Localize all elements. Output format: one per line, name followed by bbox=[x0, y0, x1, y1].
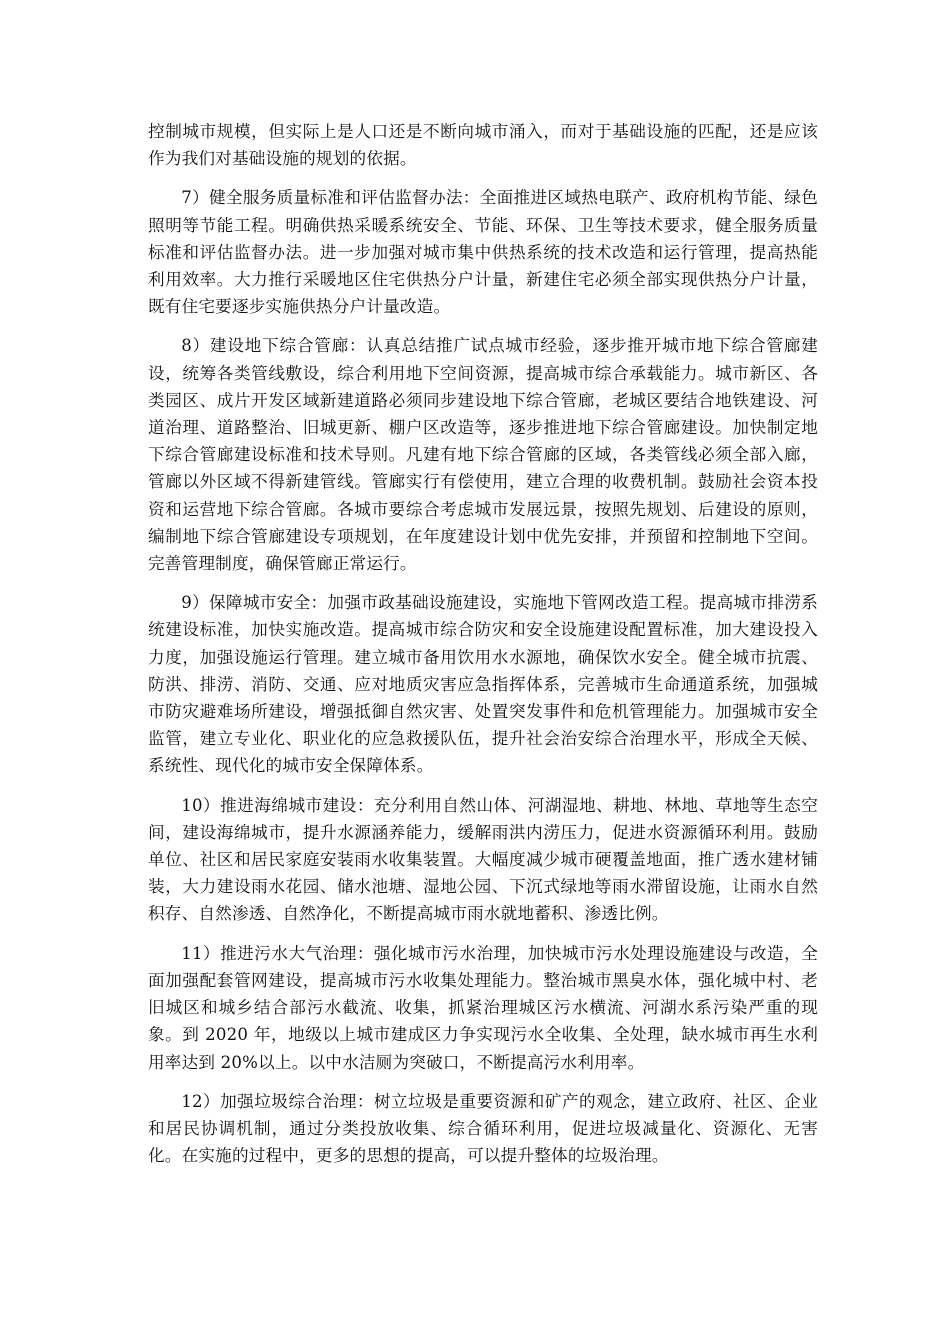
paragraph-item-12: 12）加强垃圾综合治理：树立垃圾是重要资源和矿产的观念，建立政府、社区、企业和居民协调机制，通过分类投放收集、综合循环利用，促进垃圾减量化、资源化、无害化。在实施的过程中，更多的思想的提高，可以提升整体的垃圾治理。 bbox=[148, 1091, 818, 1166]
paragraph-continuation: 控制城市规模，但实际上是人口还是不断向城市涌入，而对于基础设施的匹配，还是应该作为我们对基础设施的规划的依据。 bbox=[148, 122, 818, 169]
paragraph-item-10: 10）推进海绵城市建设：充分利用自然山体、河湖湿地、耕地、林地、草地等生态空间，建设海绵城市，提升水源涵养能力，缓解雨洪内涝压力，促进水资源循环利用。鼓励单位、社区和居民家庭安装雨水收集装置。大幅度减少城市硬覆盖地面，推广透水建材铺装，大力建设雨水花园、储水池塘、湿地公园、下沉式绿地等雨水滞留设施，让雨水自然积存、自然渗透、自然净化，不断提高城市雨水就地蓄积、渗透比例。 bbox=[148, 795, 818, 924]
paragraph-item-9: 9）保障城市安全：加强市政基础设施建设，实施地下管网改造工程。提高城市排涝系统建设标准，加快实施改造。提高城市综合防灾和安全设施建设配置标准，加大建设投入力度，加强设施运行管理。建立城市备用饮用水水源地，确保饮水安全。健全城市抗震、防洪、排涝、消防、交通、应对地质灾害应急指挥体系，完善城市生命通道系统，加强城市防灾避难场所建设，增强抵御自然灾害、处置突发事件和危机管理能力。加强城市安全监管，建立专业化、职业化的应急救援队伍，提升社会治安综合治理水平，形成全天候、系统性、现代化的城市安全保障体系。 bbox=[148, 593, 818, 776]
document-body bbox=[148, 118, 818, 1181]
paragraph-item-7: 7）健全服务质量标准和评估监督办法：全面推进区域热电联产、政府机构节能、绿色照明等节能工程。明确供热采暖系统安全、节能、环保、卫生等技术要求，健全服务质量标准和评估监督办法。进一步加强对城市集中供热系统的技术改造和运行管理，提高热能利用效率。大力推行采暖地区住宅供热分户计量，新建住宅必须全部实现供热分户计量，既有住宅要逐步实施供热分户计量改造。 bbox=[148, 188, 818, 317]
paragraph-item-11: 11）推进污水大气治理：强化城市污水治理，加快城市污水处理设施建设与改造，全面加强配套管网建设，提高城市污水收集处理能力。整治城市黑臭水体，强化城中村、老旧城区和城乡结合部污水截流、收集，抓紧治理城区污水横流、河湖水系污染严重的现象。到 2020 年，地级以上城市建成区力争实现污水全收集、全处理，缺水城市再生水利用率达到 20%以上。以中水洁厕为突破口，不断提高污水利用率。 bbox=[148, 943, 818, 1072]
paragraph-item-8: 8）建设地下综合管廊：认真总结推广试点城市经验，逐步推开城市地下综合管廊建设，统筹各类管线敷设，综合利用地下空间资源，提高城市综合承载能力。城市新区、各类园区、成片开发区域新建道路必须同步建设地下综合管廊，老城区要结合地铁建设、河道治理、道路整治、旧城更新、棚户区改造等，逐步推进地下综合管廊建设。加快制定地下综合管廊建设标准和技术导则。凡建有地下综合管廊的区域，各类管线必须全部入廊，管廊以外区域不得新建管线。管廊实行有偿使用，建立合理的收费机制。鼓励社会资本投资和运营地下综合管廊。各城市要综合考虑城市发展远景，按照先规划、后建设的原则，编制地下综合管廊建设专项规划，在年度建设计划中优先安排，并预留和控制地下空间。完善管理制度，确保管廊正常运行。 bbox=[148, 336, 818, 574]
